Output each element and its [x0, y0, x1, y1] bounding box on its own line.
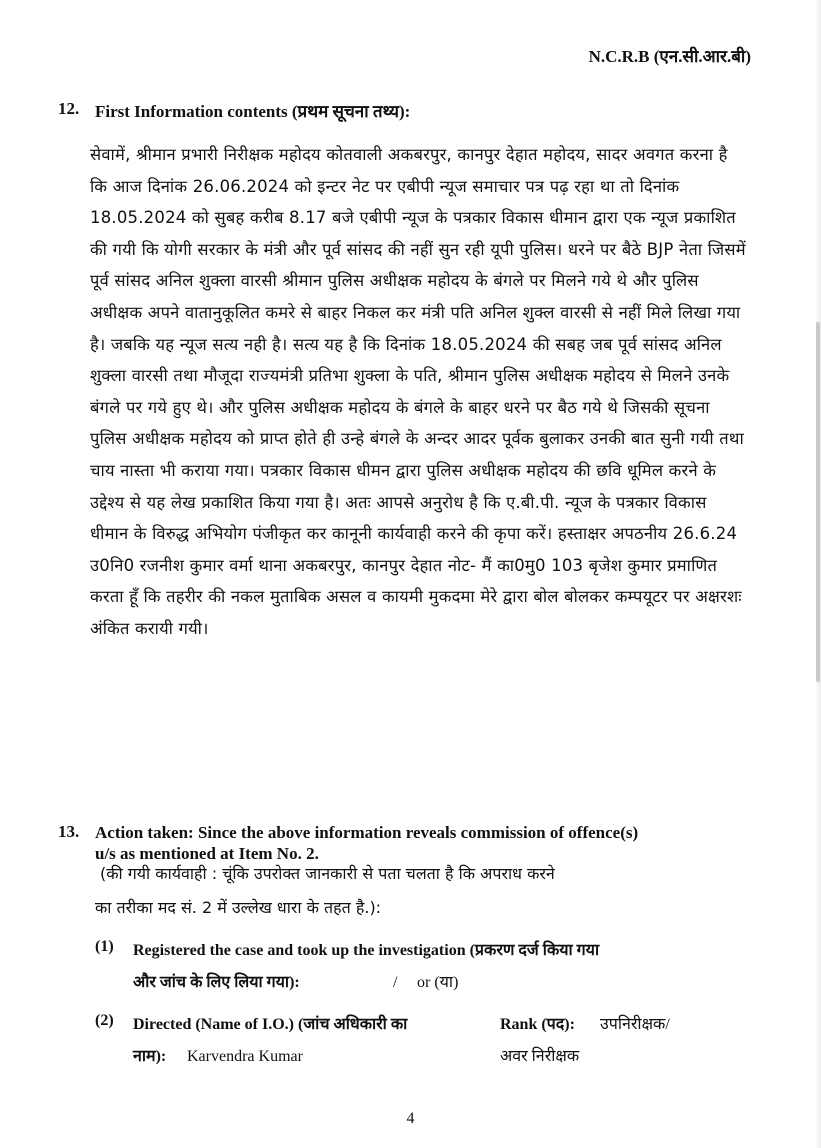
action-taken-hindi-line1: (की गयी कार्यवाही : चूंकि उपरोक्त जानकारी से पता चलता है कि अपराध करने — [100, 864, 555, 883]
action-taken-hindi-line2: का तरीका मद सं. 2 में उल्लेख धारा के तहत है.): — [95, 898, 382, 917]
sub-item-2-number: (2) — [95, 1012, 114, 1029]
registered-case-line1: Registered the case and took up the investigation (प्रकरण दर्ज किया गया — [133, 942, 600, 959]
rank-value-line2: अवर निरीक्षक — [500, 1048, 580, 1065]
rank-value-line1: उपनिरीक्षक/ — [600, 1016, 670, 1033]
item-13-number: 13. — [58, 822, 80, 841]
action-taken-title-line1: Action taken: Since the above information reveals commission of offence(s) — [95, 823, 639, 842]
sub-item-1-number: (1) — [95, 938, 114, 955]
ncrb-header: N.C.R.B (एन.सी.आर.बी) — [588, 47, 751, 66]
scrollbar-thumb[interactable] — [816, 322, 820, 682]
page-number: 4 — [406, 1110, 415, 1127]
registered-case-slash: / — [393, 974, 398, 991]
io-name-label: नाम): — [133, 1048, 167, 1065]
or-label: or (या) — [417, 974, 459, 991]
io-name-value: Karvendra Kumar — [187, 1048, 303, 1065]
first-information-text: सेवामें, श्रीमान प्रभारी निरीक्षक महोदय कोतवाली अकबरपुर, कानपुर देहात महोदय, सादर अवगत करना है कि आज दिनांक 26.06.2024 को इन्टर नेट पर एबीपी न्यूज समाचार पत्र पढ़ रहा था तो दिनांक 18.05.2024 को सुबह करीब 8.17 बजे एबीपी न्यूज के पत्रकार विकास धीमान द्वारा एक न्यूज प्रकाशित की गयी कि योगी सरकार के मंत्री और पूर्व सांसद की नहीं सुन रही यूपी पुलिस। धरने पर बैठे BJP नेता जिसमें पूर्व सांसद अनिल शुक्ला वारसी श्रीमान पुलिस अधीक्षक महोदय के बंगले पर मिलने गये थे और पुलिस अधीक्षक अपने वातानुकूलित कमरे से बाहर निकल कर मंत्री पति अनिल शुक्ल वारसी से नहीं मिले लिखा गया है। जबकि यह न्यूज सत्य नही है। सत्य यह है कि दिनांक 18.05.2024 की सबह जब पूर्व सांसद अनिल शुक्ला वारसी तथा मौजूदा राज्यमंत्री प्रतिभा शुक्ला के पति, श्रीमान पुलिस अधीक्षक महोदय से मिलने उनके बंगले पर गये हुए थे। और पुलिस अधीक्षक महोदय के बंगले के बाहर धरने पर बैठ गये थे जिसकी सूचना पुलिस अधीक्षक महोदय को प्राप्त होते ही उन्हे बंगले के अन्दर आदर पूर्वक बुलाकर उनकी बात सुनी गयी तथा चाय नास्ता भी कराया गया। पत्रकार विकास धीमन द्वारा पुलिस अधीक्षक महोदय की छवि धूमिल करने के उद्देश्य से यह लेख प्रकाशित किया गया है। अतः आपसे अनुरोध है कि ए.बी.पी. न्यूज के पत्रकार विकास धीमान के विरुद्ध अभियोग पंजीकृत कर कानूनी कार्यवाही करने की कृपा करें। हस्ताक्षर अपठनीय 26.6.24 उ0नि0 रजनीश कुमार वर्मा थाना अकबरपुर, कानपुर देहात नोट- मैं का0मु0 103 बृजेश कुमार प्रमाणित करता हूँ कि तहरीर की नकल मुताबिक असल व कायमी मुकदमा मेरे द्वारा बोल बोलकर कम्पयूटर पर अक्षरशः अंकित करायी गयी। — [90, 145, 746, 638]
rank-label: Rank (पद): — [500, 1016, 575, 1033]
directed-io-label: Directed (Name of I.O.) (जांच अधिकारी का — [133, 1016, 408, 1033]
item-12-number: 12. — [58, 99, 80, 118]
item-12-title: First Information contents (प्रथम सूचना तथ्य): — [95, 102, 411, 121]
registered-case-line2: और जांच के लिए लिया गया): — [133, 974, 300, 991]
action-taken-title-line2: u/s as mentioned at Item No. 2. — [95, 844, 319, 863]
